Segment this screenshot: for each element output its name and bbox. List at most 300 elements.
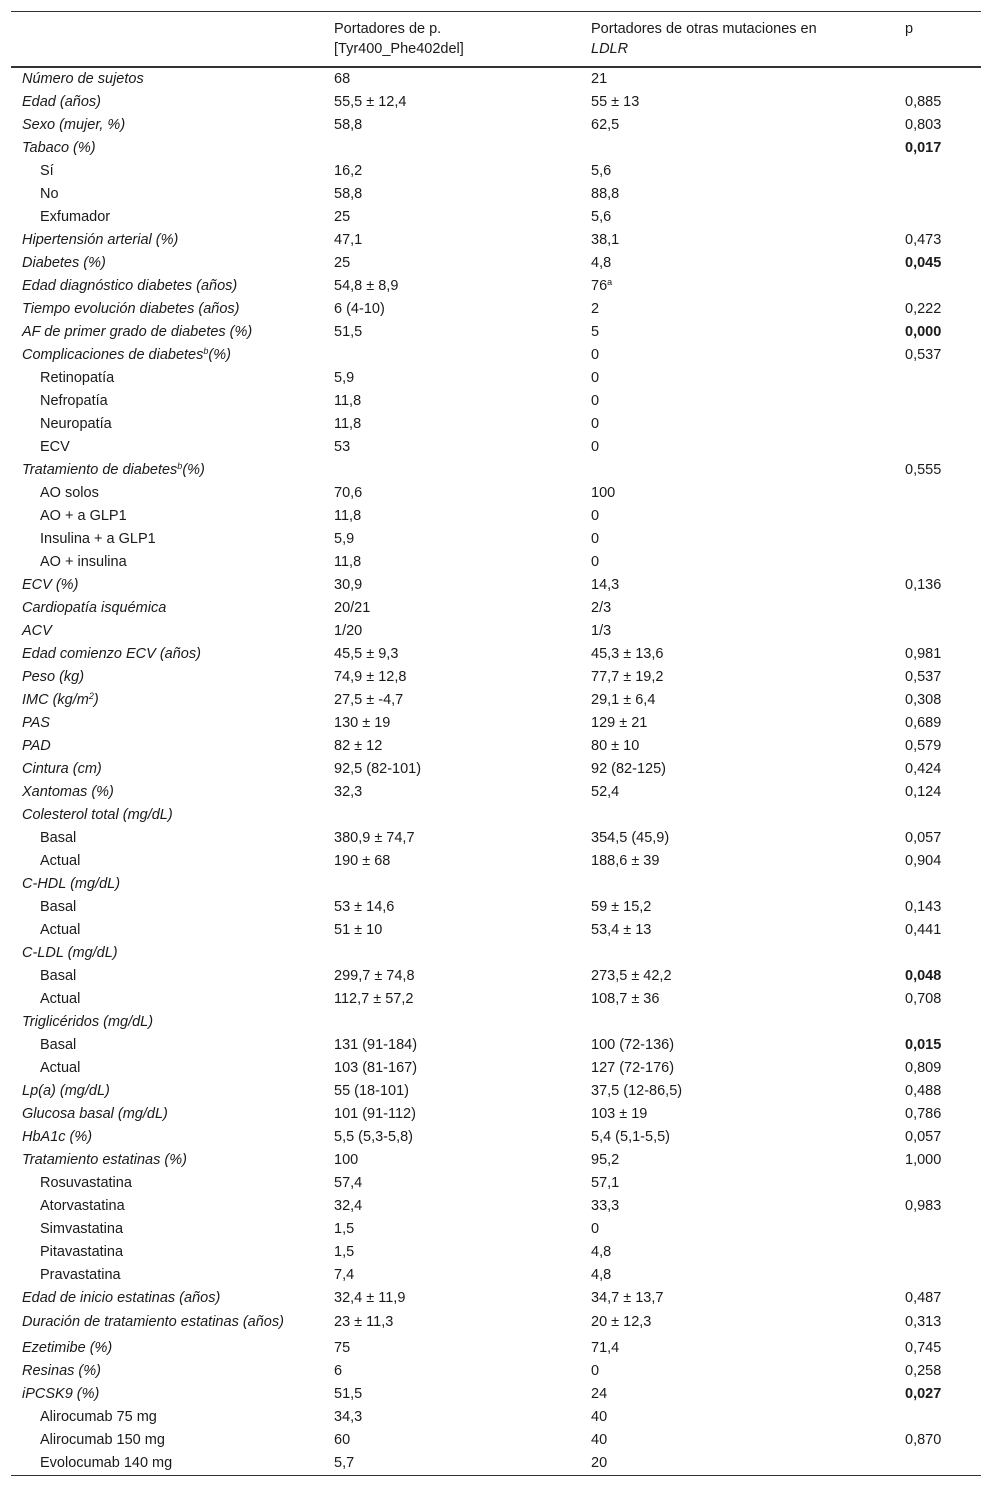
row-label-text: C-HDL (mg/dL) bbox=[22, 876, 121, 892]
table-row bbox=[11, 666, 981, 689]
header-row bbox=[11, 12, 981, 68]
row-label-text: AO solos bbox=[40, 485, 99, 501]
table-row bbox=[11, 896, 981, 919]
table-header bbox=[11, 12, 981, 68]
value-other-carriers bbox=[580, 965, 894, 988]
row-label bbox=[11, 1149, 323, 1172]
p-value bbox=[894, 597, 981, 620]
value-other-carriers bbox=[580, 1218, 894, 1241]
table-row bbox=[11, 965, 981, 988]
row-label-text: IMC (kg/m bbox=[22, 692, 89, 708]
value-tyr400-carriers: 51,5 bbox=[334, 1386, 363, 1402]
row-label-text: Actual bbox=[40, 853, 81, 869]
header-group-tyr400-line2: [Tyr400_Phe402del] bbox=[334, 41, 464, 57]
value-other-carriers bbox=[580, 1337, 894, 1360]
table-row bbox=[11, 1287, 981, 1310]
table-row bbox=[11, 91, 981, 114]
value-other-text: 5,4 (5,1-5,5) bbox=[591, 1129, 670, 1145]
value-other-carriers bbox=[580, 758, 894, 781]
p-value bbox=[894, 367, 981, 390]
row-label bbox=[11, 459, 323, 482]
table-row bbox=[11, 1452, 981, 1476]
table-row bbox=[11, 1080, 981, 1103]
row-label-text: PAD bbox=[22, 738, 51, 754]
row-label bbox=[11, 597, 323, 620]
row-label-text: Pitavastatina bbox=[40, 1244, 124, 1260]
value-tyr400-carriers: 58,8 bbox=[334, 186, 363, 202]
row-label-text: Cintura (cm) bbox=[22, 761, 102, 777]
value-other-carriers bbox=[580, 689, 894, 712]
value-other-text: 0 bbox=[591, 439, 600, 455]
value-other-text: 5,6 bbox=[591, 209, 612, 225]
row-label-text: Pravastatina bbox=[40, 1267, 121, 1283]
p-value: 0,473 bbox=[905, 232, 942, 248]
label-superscript: 2 bbox=[88, 691, 94, 701]
value-other-carriers bbox=[580, 459, 894, 482]
row-label-text: Duración de tratamiento estatinas (años) bbox=[22, 1314, 284, 1330]
value-tyr400-carriers: 75 bbox=[334, 1340, 351, 1356]
value-other-text: 24 bbox=[591, 1386, 608, 1402]
table-row bbox=[11, 160, 981, 183]
table-row bbox=[11, 1149, 981, 1172]
value-tyr400-carriers: 101 (91-112) bbox=[334, 1106, 416, 1122]
value-other-carriers bbox=[580, 781, 894, 804]
value-other-carriers bbox=[580, 367, 894, 390]
row-label-text: Complicaciones de diabetes bbox=[22, 347, 204, 363]
row-sublabel bbox=[11, 1429, 323, 1452]
value-tyr400-carriers: 6 (4-10) bbox=[334, 301, 385, 317]
value-tyr400-carriers: 32,4 ± 11,9 bbox=[334, 1290, 406, 1306]
row-label bbox=[11, 804, 323, 827]
value-other-carriers bbox=[580, 1264, 894, 1287]
row-sublabel bbox=[11, 436, 323, 459]
value-other-carriers bbox=[580, 183, 894, 206]
header-group-other bbox=[580, 12, 894, 68]
value-other-carriers bbox=[580, 1057, 894, 1080]
value-other-text: 0 bbox=[591, 554, 600, 570]
p-value: 0,885 bbox=[905, 94, 942, 110]
row-label-text: Basal bbox=[40, 899, 77, 915]
row-label-text: Tratamiento de diabetes bbox=[22, 462, 178, 478]
p-value: 0,048 bbox=[905, 968, 942, 984]
value-other-carriers bbox=[580, 1241, 894, 1264]
table-row bbox=[11, 643, 981, 666]
row-sublabel bbox=[11, 988, 323, 1011]
value-tyr400-carriers: 30,9 bbox=[334, 577, 363, 593]
value-other-text: 103 ± 19 bbox=[591, 1106, 648, 1122]
value-other-text: 80 ± 10 bbox=[591, 738, 640, 754]
table-row bbox=[11, 1126, 981, 1149]
value-other-text: 38,1 bbox=[591, 232, 620, 248]
p-value: 0,258 bbox=[905, 1363, 942, 1379]
p-value bbox=[894, 183, 981, 206]
p-value: 0,143 bbox=[905, 899, 942, 915]
row-sublabel bbox=[11, 1034, 323, 1057]
value-other-carriers bbox=[580, 321, 894, 344]
value-other-text: 88,8 bbox=[591, 186, 620, 202]
row-label-text: Diabetes (%) bbox=[22, 255, 106, 271]
value-tyr400-carriers: 92,5 (82-101) bbox=[334, 761, 422, 777]
value-other-text: 21 bbox=[591, 71, 608, 87]
value-other-text: 0 bbox=[591, 416, 600, 432]
value-tyr400-carriers: 100 bbox=[334, 1152, 359, 1168]
row-label bbox=[11, 229, 323, 252]
row-label bbox=[11, 1080, 323, 1103]
p-value bbox=[894, 505, 981, 528]
value-other-text: 92 (82-125) bbox=[591, 761, 666, 777]
row-sublabel bbox=[11, 367, 323, 390]
table-row bbox=[11, 1360, 981, 1383]
value-other-carriers bbox=[580, 919, 894, 942]
table-row bbox=[11, 1406, 981, 1429]
row-label bbox=[11, 344, 323, 367]
table-row bbox=[11, 804, 981, 827]
value-tyr400-carriers bbox=[323, 804, 580, 827]
value-tyr400-carriers: 16,2 bbox=[334, 163, 363, 179]
value-other-carriers bbox=[580, 1034, 894, 1057]
value-tyr400-carriers: 54,8 ± 8,9 bbox=[334, 278, 399, 294]
header-group-other-line2: LDLR bbox=[591, 41, 629, 57]
value-other-carriers bbox=[580, 666, 894, 689]
p-value: 0,809 bbox=[905, 1060, 942, 1076]
row-label-text: Edad comienzo ECV (años) bbox=[22, 646, 201, 662]
row-label bbox=[11, 1103, 323, 1126]
table-row bbox=[11, 67, 981, 91]
p-value bbox=[894, 1218, 981, 1241]
row-label-text: Alirocumab 150 mg bbox=[40, 1432, 165, 1448]
row-label-text: Hipertensión arterial (%) bbox=[22, 232, 179, 248]
value-other-carriers bbox=[580, 574, 894, 597]
table-row bbox=[11, 1057, 981, 1080]
value-tyr400-carriers: 1,5 bbox=[334, 1244, 355, 1260]
value-tyr400-carriers: 25 bbox=[334, 209, 351, 225]
p-value: 0,017 bbox=[905, 140, 942, 156]
row-sublabel bbox=[11, 827, 323, 850]
value-tyr400-carriers: 53 bbox=[334, 439, 351, 455]
row-label bbox=[11, 321, 323, 344]
row-label bbox=[11, 114, 323, 137]
row-label-text: AO + insulina bbox=[40, 554, 127, 570]
value-other-carriers bbox=[580, 1310, 894, 1337]
table-row bbox=[11, 252, 981, 275]
value-tyr400-carriers: 55 (18-101) bbox=[334, 1083, 409, 1099]
row-sublabel bbox=[11, 551, 323, 574]
row-sublabel bbox=[11, 1195, 323, 1218]
p-value bbox=[894, 413, 981, 436]
value-tyr400-carriers bbox=[323, 942, 580, 965]
value-other-carriers bbox=[580, 160, 894, 183]
table-row bbox=[11, 413, 981, 436]
row-label-text: Número de sujetos bbox=[22, 71, 144, 87]
value-other-text: 29,1 ± 6,4 bbox=[591, 692, 656, 708]
row-label bbox=[11, 620, 323, 643]
value-other-text: 0 bbox=[591, 1363, 600, 1379]
table-row bbox=[11, 1195, 981, 1218]
header-group-tyr400-line1: Portadores de p. bbox=[334, 21, 442, 37]
row-sublabel bbox=[11, 1057, 323, 1080]
table-row bbox=[11, 321, 981, 344]
p-value bbox=[894, 873, 981, 896]
value-other-carriers bbox=[580, 620, 894, 643]
value-other-text: 2/3 bbox=[591, 600, 612, 616]
row-sublabel bbox=[11, 1218, 323, 1241]
value-tyr400-carriers: 51 ± 10 bbox=[334, 922, 383, 938]
table-row bbox=[11, 367, 981, 390]
p-value: 0,015 bbox=[905, 1037, 942, 1053]
row-label bbox=[11, 1126, 323, 1149]
row-label-text: ECV (%) bbox=[22, 577, 79, 593]
table-row bbox=[11, 275, 981, 298]
value-tyr400-carriers bbox=[323, 873, 580, 896]
value-other-carriers bbox=[580, 91, 894, 114]
value-other-text: 71,4 bbox=[591, 1340, 620, 1356]
value-other-text: 45,3 ± 13,6 bbox=[591, 646, 664, 662]
row-label bbox=[11, 574, 323, 597]
value-other-text: 127 (72-176) bbox=[591, 1060, 675, 1076]
value-other-text: 2 bbox=[591, 301, 600, 317]
p-value: 0,057 bbox=[905, 830, 942, 846]
value-other-carriers bbox=[580, 482, 894, 505]
value-tyr400-carriers: 5,9 bbox=[334, 370, 355, 386]
p-value bbox=[894, 1241, 981, 1264]
p-value: 1,000 bbox=[905, 1152, 942, 1168]
value-superscript: a bbox=[607, 277, 613, 287]
value-tyr400-carriers: 68 bbox=[334, 71, 351, 87]
row-label-text: Lp(a) (mg/dL) bbox=[22, 1083, 110, 1099]
value-tyr400-carriers: 5,7 bbox=[323, 1452, 580, 1476]
row-label-text: Evolocumab 140 mg bbox=[40, 1455, 173, 1471]
row-label-text: Edad (años) bbox=[22, 94, 101, 110]
value-other-text: 0 bbox=[591, 531, 600, 547]
p-value: 0,057 bbox=[905, 1129, 942, 1145]
value-other-text: 129 ± 21 bbox=[591, 715, 648, 731]
row-label-text: HbA1c (%) bbox=[22, 1129, 93, 1145]
value-other-carriers bbox=[580, 1360, 894, 1383]
value-other-carriers bbox=[580, 1149, 894, 1172]
value-other-carriers bbox=[580, 390, 894, 413]
p-value bbox=[894, 390, 981, 413]
table-row bbox=[11, 1103, 981, 1126]
value-other-carriers bbox=[580, 942, 894, 965]
table-row bbox=[11, 712, 981, 735]
value-other-text: 20 bbox=[591, 1455, 608, 1471]
row-label-text: PAS bbox=[22, 715, 50, 731]
row-label-text: Tabaco (%) bbox=[22, 140, 96, 156]
table-row bbox=[11, 1310, 981, 1337]
value-other-carriers bbox=[580, 735, 894, 758]
value-other-carriers bbox=[580, 137, 894, 160]
row-label bbox=[11, 275, 323, 298]
table-row bbox=[11, 850, 981, 873]
row-label-text: Neuropatía bbox=[40, 416, 112, 432]
p-value bbox=[894, 528, 981, 551]
value-tyr400-carriers: 299,7 ± 74,8 bbox=[334, 968, 415, 984]
value-other-text: 40 bbox=[591, 1432, 608, 1448]
row-label bbox=[11, 781, 323, 804]
row-sublabel bbox=[11, 919, 323, 942]
value-other-carriers bbox=[580, 436, 894, 459]
row-label bbox=[11, 252, 323, 275]
value-tyr400-carriers: 11,8 bbox=[334, 393, 362, 409]
p-value bbox=[894, 551, 981, 574]
row-label-text: Basal bbox=[40, 968, 77, 984]
value-other-carriers bbox=[580, 229, 894, 252]
value-tyr400-carriers: 190 ± 68 bbox=[334, 853, 391, 869]
value-other-text: 1/3 bbox=[591, 623, 612, 639]
row-label-text: AF de primer grado de diabetes (%) bbox=[22, 324, 253, 340]
row-label bbox=[11, 758, 323, 781]
row-label-text: Insulina + a GLP1 bbox=[40, 531, 156, 547]
row-sublabel bbox=[11, 896, 323, 919]
value-tyr400-carriers: 34,3 bbox=[334, 1409, 363, 1425]
p-value: 0,803 bbox=[905, 117, 942, 133]
value-tyr400-carriers: 11,8 bbox=[334, 508, 362, 524]
value-tyr400-carriers: 1/20 bbox=[334, 623, 363, 639]
value-other-carriers bbox=[580, 873, 894, 896]
p-value: 0,045 bbox=[905, 255, 942, 271]
value-other-text: 59 ± 15,2 bbox=[591, 899, 652, 915]
table-row bbox=[11, 528, 981, 551]
row-sublabel bbox=[11, 482, 323, 505]
value-tyr400-carriers: 5,9 bbox=[334, 531, 355, 547]
value-tyr400-carriers: 58,8 bbox=[334, 117, 363, 133]
p-value: 0,870 bbox=[905, 1432, 942, 1448]
row-label bbox=[11, 1383, 323, 1406]
p-value bbox=[894, 1452, 981, 1476]
value-tyr400-carriers: 11,8 bbox=[334, 416, 362, 432]
p-value: 0,708 bbox=[905, 991, 942, 1007]
table-row bbox=[11, 1383, 981, 1406]
table-row bbox=[11, 390, 981, 413]
p-value bbox=[894, 1264, 981, 1287]
p-value: 0,000 bbox=[905, 324, 942, 340]
row-label bbox=[11, 91, 323, 114]
value-tyr400-carriers: 5,5 (5,3-5,8) bbox=[334, 1129, 413, 1145]
row-label-text: Atorvastatina bbox=[40, 1198, 125, 1214]
value-other-text: 0 bbox=[591, 1221, 600, 1237]
value-other-text: 5,6 bbox=[591, 163, 612, 179]
header-group-other-line1: Portadores de otras mutaciones en bbox=[591, 21, 817, 37]
p-value: 0,313 bbox=[905, 1314, 942, 1330]
row-label bbox=[11, 1337, 323, 1360]
row-label bbox=[11, 689, 323, 712]
value-other-carriers bbox=[580, 528, 894, 551]
value-tyr400-carriers: 130 ± 19 bbox=[334, 715, 391, 731]
value-tyr400-carriers: 25 bbox=[334, 255, 351, 271]
value-tyr400-carriers: 70,6 bbox=[334, 485, 363, 501]
row-sublabel bbox=[11, 1452, 323, 1476]
results-table bbox=[11, 11, 981, 1476]
value-other-carriers bbox=[580, 1011, 894, 1034]
row-label-text: iPCSK9 (%) bbox=[22, 1386, 100, 1402]
table-row bbox=[11, 551, 981, 574]
table-row bbox=[11, 137, 981, 160]
results-table-container bbox=[11, 11, 981, 1476]
value-other-carriers bbox=[580, 1406, 894, 1429]
value-other-carriers bbox=[580, 413, 894, 436]
value-other-carriers bbox=[580, 505, 894, 528]
row-sublabel bbox=[11, 505, 323, 528]
value-tyr400-carriers bbox=[323, 137, 580, 160]
value-tyr400-carriers: 1,5 bbox=[334, 1221, 355, 1237]
row-sublabel bbox=[11, 528, 323, 551]
value-tyr400-carriers: 82 ± 12 bbox=[334, 738, 383, 754]
table-row bbox=[11, 919, 981, 942]
p-value: 0,488 bbox=[905, 1083, 942, 1099]
table-row bbox=[11, 942, 981, 965]
value-other-text: 0 bbox=[591, 393, 600, 409]
table-row bbox=[11, 1034, 981, 1057]
value-tyr400-carriers: 60 bbox=[334, 1432, 351, 1448]
row-label-text: No bbox=[40, 186, 59, 202]
value-other-text: 95,2 bbox=[591, 1152, 620, 1168]
row-label-text: Edad diagnóstico diabetes (años) bbox=[22, 278, 238, 294]
value-other-carriers bbox=[580, 275, 894, 298]
row-label-text: Edad de inicio estatinas (años) bbox=[22, 1290, 221, 1306]
table-row bbox=[11, 1241, 981, 1264]
value-other-text: 4,8 bbox=[591, 1267, 612, 1283]
value-other-text: 34,7 ± 13,7 bbox=[591, 1290, 664, 1306]
row-label bbox=[11, 666, 323, 689]
row-label-text: Tiempo evolución diabetes (años) bbox=[22, 301, 240, 317]
row-label-text: Exfumador bbox=[40, 209, 111, 225]
row-label bbox=[11, 1360, 323, 1383]
value-tyr400-carriers: 131 (91-184) bbox=[334, 1037, 418, 1053]
table-row bbox=[11, 873, 981, 896]
value-other-text: 188,6 ± 39 bbox=[591, 853, 660, 869]
row-label-text: Colesterol total (mg/dL) bbox=[22, 807, 173, 823]
row-label bbox=[11, 1011, 323, 1034]
table-row bbox=[11, 298, 981, 321]
value-other-text: 0 bbox=[591, 347, 600, 363]
value-other-text: 53,4 ± 13 bbox=[591, 922, 652, 938]
value-other-carriers bbox=[580, 988, 894, 1011]
row-label-text: Resinas (%) bbox=[22, 1363, 101, 1379]
row-sublabel bbox=[11, 206, 323, 229]
row-sublabel bbox=[11, 1406, 323, 1429]
row-label-text: C-LDL (mg/dL) bbox=[22, 945, 118, 961]
header-group-tyr400 bbox=[323, 12, 580, 68]
value-other-carriers bbox=[580, 804, 894, 827]
table-row bbox=[11, 1337, 981, 1360]
row-label-text: Xantomas (%) bbox=[22, 784, 114, 800]
row-label-text: Ezetimibe (%) bbox=[22, 1340, 113, 1356]
row-label-text: Actual bbox=[40, 991, 81, 1007]
row-sublabel bbox=[11, 390, 323, 413]
value-tyr400-carriers: 51,5 bbox=[334, 324, 363, 340]
table-row bbox=[11, 735, 981, 758]
p-value: 0,983 bbox=[905, 1198, 942, 1214]
value-other-text: 108,7 ± 36 bbox=[591, 991, 660, 1007]
row-label-text: Sí bbox=[40, 163, 54, 179]
value-tyr400-carriers: 32,3 bbox=[334, 784, 363, 800]
row-sublabel bbox=[11, 413, 323, 436]
label-superscript: b bbox=[177, 461, 183, 471]
value-other-carriers bbox=[580, 712, 894, 735]
table-row bbox=[11, 344, 981, 367]
value-other-carriers bbox=[580, 850, 894, 873]
value-other-text: 33,3 bbox=[591, 1198, 620, 1214]
p-value bbox=[894, 1011, 981, 1034]
row-label-text: ACV bbox=[22, 623, 52, 639]
row-label bbox=[11, 735, 323, 758]
p-value bbox=[894, 482, 981, 505]
p-value: 0,555 bbox=[905, 462, 942, 478]
row-sublabel bbox=[11, 1172, 323, 1195]
value-tyr400-carriers: 6 bbox=[334, 1363, 343, 1379]
value-other-carriers bbox=[580, 114, 894, 137]
p-value bbox=[894, 275, 981, 298]
